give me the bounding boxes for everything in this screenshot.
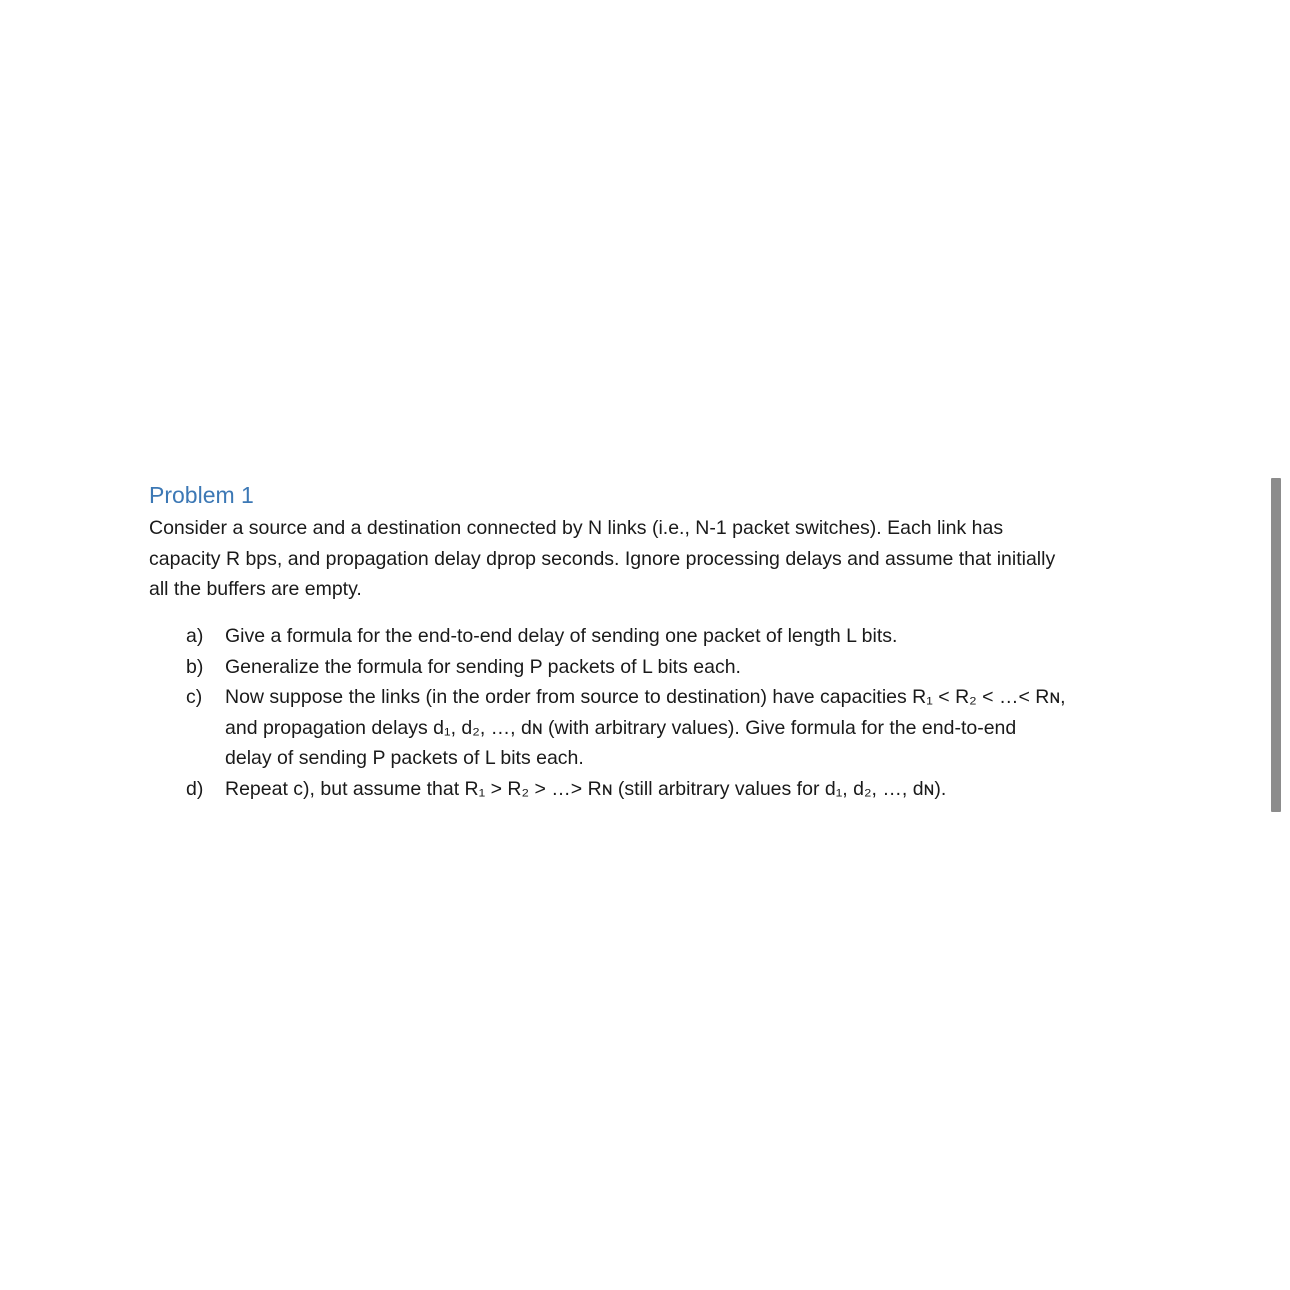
- list-item-b: [149, 652, 1149, 683]
- intro-line: all the buffers are empty.: [149, 578, 362, 600]
- item-line: and propagation delays d₁, d₂, …, dɴ (with arbitrary values). Give formula for the end-to-end: [225, 716, 1017, 739]
- list-marker: a): [186, 625, 204, 647]
- problem-intro: [149, 513, 1129, 605]
- item-line: delay of sending P packets of L bits each.: [225, 747, 584, 769]
- list-item-c: [149, 682, 1149, 774]
- list-item-a: [149, 621, 1149, 652]
- item-line: Give a formula for the end-to-end delay of sending one packet of length L bits.: [225, 625, 898, 647]
- problem-heading: Problem 1: [149, 482, 254, 508]
- intro-line: Consider a source and a destination connected by N links (i.e., N-1 packet switches). Each link has: [149, 517, 1004, 539]
- item-line: Generalize the formula for sending P packets of L bits each.: [225, 655, 741, 678]
- item-line: Repeat c), but assume that R₁ > R₂ > …> Rɴ (still arbitrary values for d₁, d₂, …, dɴ).: [225, 777, 947, 800]
- vertical-scrollbar[interactable]: [1271, 478, 1281, 812]
- intro-line-part: capacity R bps, and propagation delay dprop seconds. Ignore processing delays and assume that initially: [149, 547, 1056, 570]
- list-marker: c): [186, 686, 203, 708]
- list-item-d: [149, 774, 1149, 805]
- item-line: Now suppose the links (in the order from source to destination) have capacities R₁ < R₂ < …< Rɴ,: [225, 686, 1066, 708]
- problem-list: [149, 621, 1149, 804]
- list-marker: b): [186, 655, 204, 678]
- list-marker: d): [186, 777, 204, 800]
- intro-line: [149, 544, 1129, 575]
